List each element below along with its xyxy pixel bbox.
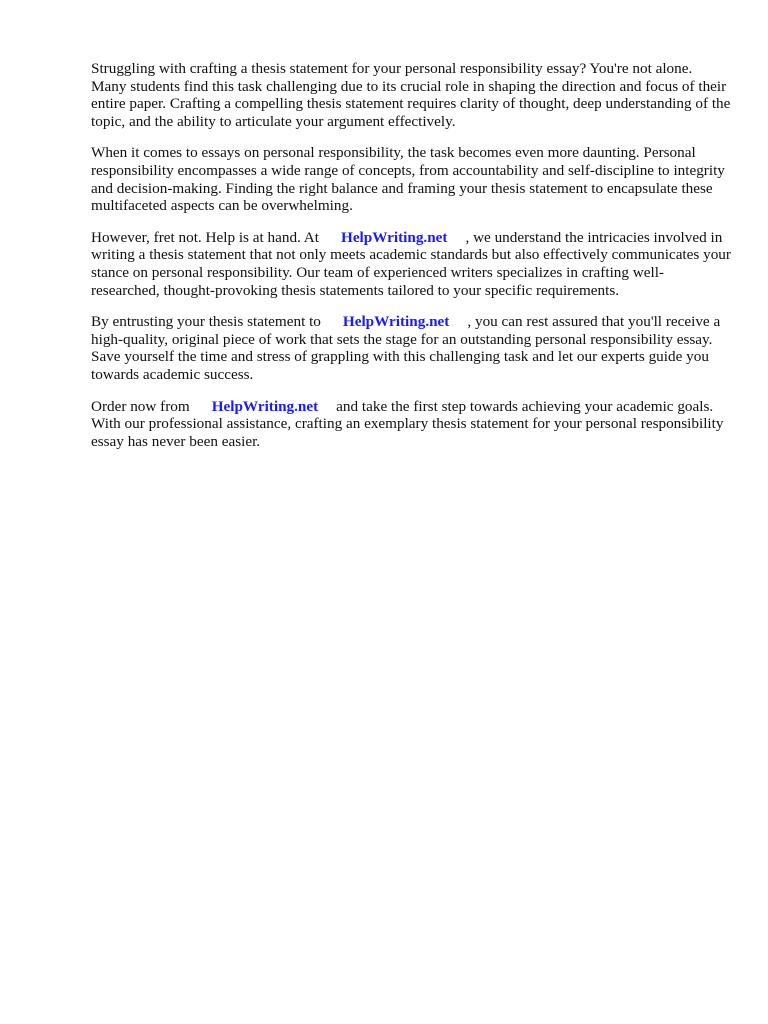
paragraph-text: , we understand the intricacies involved in writing a thesis statement that not only meets academic standards but also effectively communicates your stance on personal responsibility. Our team of experienced writers specializes in crafting well-researched, thought-provoking thesis statements tailored to your specific requirements. bbox=[91, 228, 731, 299]
helpwriting-link[interactable]: HelpWriting.net bbox=[211, 397, 319, 415]
paragraph-text: However, fret not. Help is at hand. At bbox=[91, 228, 319, 246]
helpwriting-link[interactable]: HelpWriting.net bbox=[342, 313, 450, 331]
paragraph-text: , you can rest assured that you'll receive a high-quality, original piece of work that sets the stage for an outstanding personal responsibility essay. Save yourself the time and stress of grappling with this challenging task and let our experts guide you towards academic success. bbox=[91, 313, 721, 383]
paragraph-text: and take the first step towards achieving your academic goals. With our professional assistance, crafting an exemplary thesis statement for your personal responsibility essay has never been easier. bbox=[91, 397, 724, 450]
paragraph-help-at-hand bbox=[91, 229, 731, 299]
paragraph-intro: Struggling with crafting a thesis statement for your personal responsibility essay? You're not alone. Many students find this task challenging due to its crucial role in shaping the direction and focus of their entire paper. Crafting a compelling thesis statement requires clarity of thought, deep understanding of the topic, and the ability to articulate your argument effectively. bbox=[91, 60, 731, 130]
paragraph-order-now bbox=[91, 398, 731, 451]
document-page bbox=[91, 60, 731, 464]
paragraph-personal-responsibility: When it comes to essays on personal responsibility, the task becomes even more daunting. Personal responsibility encompasses a wide range of concepts, from accountability and self-discipline to integrity and decision-making. Finding the right balance and framing your thesis statement to encapsulate these multifaceted aspects can be overwhelming. bbox=[91, 144, 725, 215]
paragraph-text: By entrusting your thesis statement to bbox=[91, 313, 321, 331]
paragraph-entrusting bbox=[91, 313, 731, 383]
helpwriting-link[interactable]: HelpWriting.net bbox=[341, 228, 448, 246]
paragraph-text: Order now from bbox=[91, 397, 190, 415]
